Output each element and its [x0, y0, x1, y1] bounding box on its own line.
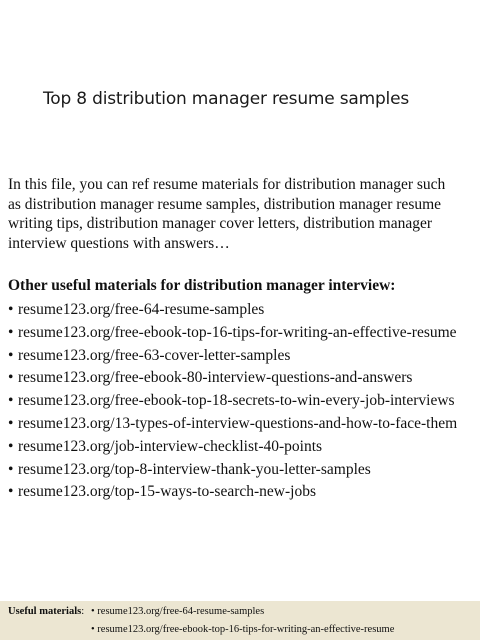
footer-label-text: Useful materials: [8, 606, 82, 617]
list-item: [8, 367, 457, 390]
list-item: [8, 322, 457, 345]
section-heading: Other useful materials for distribution manager interview:: [8, 277, 396, 294]
bullet-icon: •: [8, 460, 14, 478]
resource-link[interactable]: resume123.org/free-ebook-top-18-secrets-to-win-every-job-interviews: [18, 392, 455, 410]
bullet-icon: •: [8, 414, 14, 432]
intro-line: interview questions with answers…: [8, 234, 230, 252]
footer-label: [8, 606, 84, 617]
list-item: [8, 299, 457, 322]
bullet-icon: •: [8, 392, 14, 410]
resource-link[interactable]: resume123.org/free-63-cover-letter-samples: [18, 346, 291, 364]
list-item: [8, 390, 457, 413]
resource-link[interactable]: resume123.org/free-ebook-80-interview-questions-and-answers: [18, 369, 413, 387]
footer-link[interactable]: • resume123.org/free-ebook-top-16-tips-for-writing-an-effective-resume: [91, 624, 395, 635]
resource-link[interactable]: resume123.org/free-64-resume-samples: [18, 301, 265, 318]
list-item: [8, 345, 457, 368]
resource-link[interactable]: resume123.org/job-interview-checklist-40-points: [18, 437, 323, 455]
bullet-icon: •: [8, 483, 14, 501]
footer-bar: [0, 601, 480, 640]
page-title: Top 8 distribution manager resume samples: [43, 89, 409, 109]
resource-link[interactable]: resume123.org/13-types-of-interview-questions-and-how-to-face-them: [18, 414, 458, 432]
bullet-icon: •: [8, 346, 14, 364]
list-item: [8, 413, 457, 436]
list-item: [8, 481, 457, 504]
list-item: [8, 459, 457, 482]
intro-paragraph: [8, 175, 472, 253]
bullet-icon: •: [8, 369, 14, 387]
resource-link[interactable]: resume123.org/free-ebook-top-16-tips-for-writing-an-effective-resume: [18, 323, 457, 341]
intro-line: writing tips, distribution manager cover letters, distribution manager: [8, 215, 433, 232]
materials-list: [8, 299, 457, 504]
bullet-icon: •: [8, 301, 14, 318]
intro-line: as distribution manager resume samples, distribution manager resume: [8, 195, 442, 213]
intro-line: In this file, you can ref resume materials for distribution manager such: [8, 176, 446, 193]
footer-label-separator: :: [81, 606, 85, 617]
bullet-icon: •: [8, 437, 14, 455]
resource-link[interactable]: resume123.org/top-8-interview-thank-you-letter-samples: [18, 460, 371, 478]
resource-link[interactable]: resume123.org/top-15-ways-to-search-new-jobs: [18, 483, 317, 501]
bullet-icon: •: [8, 323, 14, 341]
list-item: [8, 436, 457, 459]
footer-link[interactable]: • resume123.org/free-64-resume-samples: [91, 606, 265, 617]
